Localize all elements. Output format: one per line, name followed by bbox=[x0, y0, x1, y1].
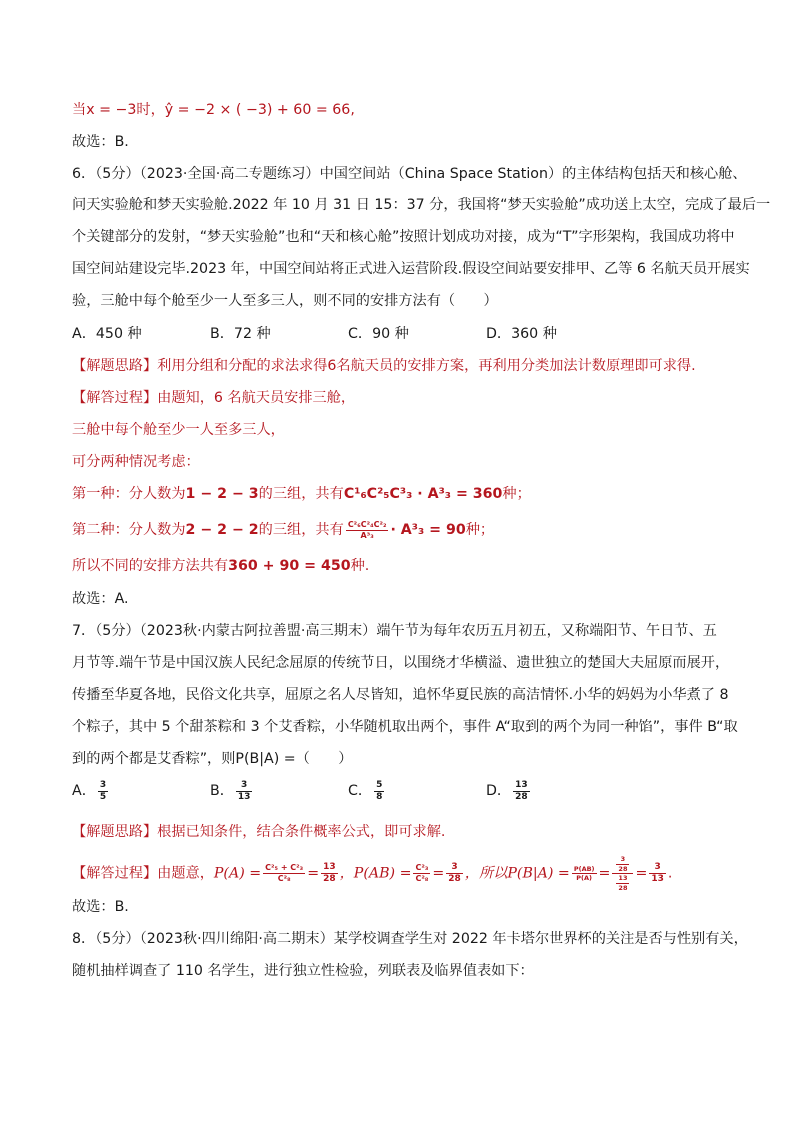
q7-answer: 故选：B. bbox=[72, 899, 129, 915]
q8-stem-line-2: 随机抽样调查了 110 名学生，进行独立性检验，列联表及临界值表如下： bbox=[72, 963, 534, 979]
q6-option-b: B．72 种 bbox=[210, 326, 271, 342]
q7-stem-line-4: 个粽子，其中 5 个甜茶粽和 3 个艾香粽，小华随机取出两个，事件 A“取到的两个为同一种馅”，事件 B“取 bbox=[72, 719, 738, 735]
q7-stem-line-2: 月节等.端午节是中国汉族人民纪念屈原的传统节日，以围绕才华横溢、遗世独立的楚国大夫屈原而展开， bbox=[72, 655, 730, 671]
q6-solution-idea: 【解题思路】利用分组和分配的求法求得6名航天员的安排方案，再利用分类加法计数原理即可求得. bbox=[72, 358, 696, 374]
q7-option-d: D． $\frac{13}{28}$ bbox=[486, 779, 528, 802]
q8-stem-line-1: 8．（5分）（2023秋·四川绵阳·高二期末）某学校调查学生对 2022 年卡塔尔世界杯的关注是否与性别有关， bbox=[72, 931, 748, 947]
q6-stem-line-3: 个关键部分的发射，“梦天实验舱”也和“天和核心舱”按照计划成功对接，成为“T”字形架构，我国成功将中 bbox=[72, 229, 735, 245]
q6-stem-line-4: 国空间站建设完毕.2023 年，中国空间站将正式进入运营阶段.假设空间站要安排甲、乙等 6 名航天员开展实 bbox=[72, 261, 750, 277]
q7-solution-idea: 【解题思路】根据已知条件，结合条件概率公式，即可求解. bbox=[72, 824, 446, 840]
q6-solution-case-2: 第二种：分人数为2 − 2 − 2的三组，共有 $\frac{\text{C²₆C²₄C²₂}}{\text{A³₃}}$ · A³₃ = 90种； bbox=[72, 519, 495, 540]
q7-stem-line-1: 7．（5分）（2023秋·内蒙古阿拉善盟·高三期末）端午节为每年农历五月初五，又称端阳节、午日节、五 bbox=[72, 623, 717, 639]
q7-option-a: A． $\frac{3}{5}$ bbox=[72, 779, 107, 802]
q6-answer: 故选：A. bbox=[72, 591, 129, 607]
q6-solution-total: 所以不同的安排方法共有360 + 90 = 450种. bbox=[72, 558, 370, 574]
q7-stem-line-3: 传播至华夏各地，民俗文化共享，屈原之名人尽皆知，追怀华夏民族的高洁情怀.小华的妈妈为小华煮了 8 bbox=[72, 687, 729, 703]
q6-solution-process-3: 可分两种情况考虑： bbox=[72, 454, 200, 470]
q6-stem-line-2: 问天实验舱和梦天实验舱.2022 年 10 月 31 日 15：37 分，我国将“梦天实验舱”成功送上太空，完成了最后一 bbox=[72, 197, 771, 213]
answer-choice-q5: 故选：B. bbox=[72, 134, 129, 150]
q6-option-a: A．450 种 bbox=[72, 326, 142, 342]
q6-option-c: C．90 种 bbox=[348, 326, 409, 342]
q6-solution-process-2: 三舱中每个舱至少一人至多三人， bbox=[72, 422, 285, 438]
q7-solution-process: 【解答过程】由题意，P(A) = $\frac{\text{C²₅ + C²₃}}{\text{C²₈}}$ = $\frac{13}{28}$ ，P(AB) = $\frac{\text{C²₃}}{\text{C²₈}}$ = $\frac{3}{28}$ ，所以P(B|A) = $\frac{P(AB)}{P(A)}$ = $\frac{\frac{3}{28}}{\frac{13}{28}}$ = $\frac{3}{13}$ . bbox=[72, 855, 673, 892]
q7-option-b: B． $\frac{3}{13}$ bbox=[210, 779, 251, 802]
q7-option-c: C． $\frac{5}{8}$ bbox=[348, 779, 383, 802]
q6-stem-line-1: 6．（5分）（2023·全国·高二专题练习）中国空间站（China Space Station）的主体结构包括天和核心舱、 bbox=[72, 166, 747, 182]
solution-line-substitute: 当x = −3时，ŷ = −2 × ( −3) + 60 = 66, bbox=[72, 102, 355, 118]
q6-option-d: D．360 种 bbox=[486, 326, 557, 342]
q6-solution-process-1: 【解答过程】由题知，6 名航天员安排三舱， bbox=[72, 390, 356, 406]
q7-stem-line-5: 到的两个都是艾香粽”，则P(B|A) =（ ） bbox=[72, 751, 353, 767]
q6-stem-line-5: 验，三舱中每个舱至少一人至多三人，则不同的安排方法有（ ） bbox=[72, 293, 498, 309]
q6-solution-case-1: 第一种：分人数为1 − 2 − 3的三组，共有C¹₆C²₅C³₃ · A³₃ = 360种； bbox=[72, 486, 531, 502]
fraction-combination: $\frac{\text{C²₆C²₄C²₂}}{\text{A³₃}}$ bbox=[347, 519, 387, 540]
